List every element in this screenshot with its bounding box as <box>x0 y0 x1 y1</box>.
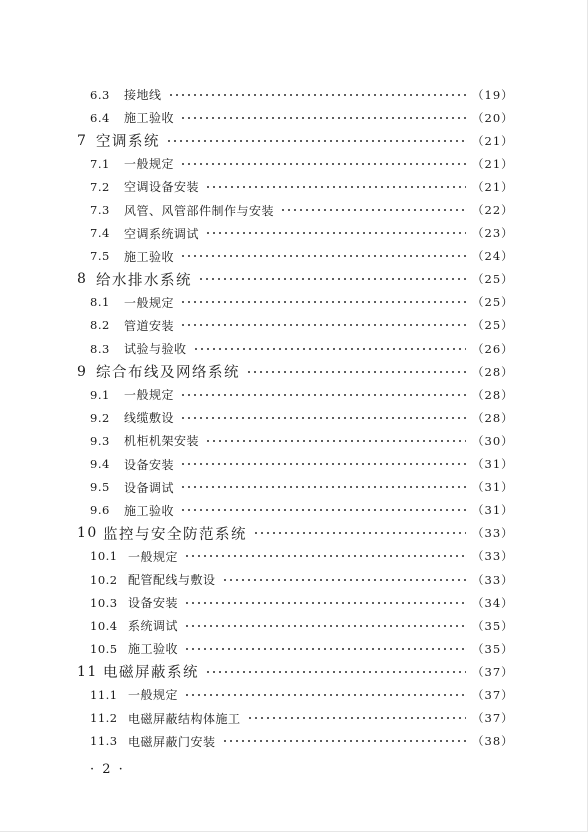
toc-entry-page: （25） <box>472 295 514 310</box>
toc-leader-dots <box>180 394 466 396</box>
toc-entry-title: 机柜机架安装 <box>124 434 200 449</box>
toc-leader-dots <box>180 486 466 488</box>
toc-entry-page: （28） <box>472 364 514 379</box>
toc-entry-page: （31） <box>472 480 514 495</box>
toc-entry-title: 一般规定 <box>128 688 179 703</box>
toc-section-row[interactable] <box>0 314 588 337</box>
toc-entry-page: （25） <box>472 318 514 333</box>
toc-entry-page: （38） <box>472 734 514 749</box>
toc-entry-page: （23） <box>472 226 514 241</box>
toc-entry-page: （28） <box>472 410 514 425</box>
toc-entry-page: （25） <box>472 272 514 287</box>
toc-entry-page: （21） <box>472 156 514 171</box>
toc-entry-number: 10.2 <box>90 572 118 587</box>
toc-entry-title: 综合布线及网络系统 <box>96 365 240 382</box>
toc-entry-title: 一般规定 <box>124 157 175 172</box>
toc-entry-title: 一般规定 <box>124 295 175 310</box>
toc-section-row[interactable] <box>0 683 588 706</box>
toc-entry-number: 10.1 <box>90 549 118 564</box>
toc-entry-title: 施工验收 <box>124 111 175 126</box>
toc-section-row[interactable] <box>0 637 588 660</box>
toc-entry-number: 10.4 <box>90 618 118 633</box>
toc-section-row[interactable] <box>0 499 588 522</box>
toc-entry-page: （31） <box>472 503 514 518</box>
toc-entry-page: （33） <box>472 549 514 564</box>
toc-entry-title: 电磁屏蔽门安装 <box>128 734 216 749</box>
toc-leader-dots <box>180 301 466 303</box>
toc-leader-dots <box>222 740 466 742</box>
toc-entry-page: （30） <box>472 433 514 448</box>
toc-entry-page: （37） <box>472 711 514 726</box>
toc-section-row[interactable] <box>0 383 588 406</box>
toc-entry-title: 给水排水系统 <box>96 272 192 289</box>
toc-entry-title: 设备安装 <box>128 596 179 611</box>
toc-section-row[interactable] <box>0 152 588 175</box>
toc-chapter-row[interactable] <box>0 660 588 683</box>
toc-section-row[interactable] <box>0 83 588 106</box>
toc-section-row[interactable] <box>0 568 588 591</box>
toc-leader-dots <box>205 186 466 188</box>
toc-entry-number: 9.5 <box>90 480 110 495</box>
toc-entry-number: 7.3 <box>90 203 110 218</box>
toc-entry-number: 6.4 <box>90 110 110 125</box>
toc-leader-dots <box>205 232 466 234</box>
toc-entry-number: 9 <box>77 363 88 380</box>
toc-entry-number: 11.3 <box>90 734 118 749</box>
toc-chapter-row[interactable] <box>0 129 588 152</box>
toc-section-row[interactable] <box>0 707 588 730</box>
toc-entry-title: 风管、风管部件制作与安装 <box>124 203 275 218</box>
toc-leader-dots <box>180 463 466 465</box>
toc-entry-title: 电磁屏蔽结构体施工 <box>128 711 241 726</box>
toc-entry-title: 施工验收 <box>128 642 179 657</box>
toc-entry-page: （31） <box>472 457 514 472</box>
toc-entry-number: 9.1 <box>90 387 110 402</box>
toc-entry-page: （35） <box>472 618 514 633</box>
toc-entry-title: 施工验收 <box>124 249 175 264</box>
toc-section-row[interactable] <box>0 429 588 452</box>
toc-leader-dots <box>168 94 466 96</box>
toc-leader-dots <box>180 324 466 326</box>
toc-entry-page: （28） <box>472 387 514 402</box>
toc-section-row[interactable] <box>0 198 588 221</box>
toc-leader-dots <box>205 671 466 673</box>
toc-leader-dots <box>184 602 466 604</box>
toc-entry-number: 6.3 <box>90 87 110 102</box>
toc-entry-number: 8.3 <box>90 341 110 356</box>
toc-section-row[interactable] <box>0 453 588 476</box>
toc-entry-title: 线缆敷设 <box>124 411 175 426</box>
toc-entry-number: 9.4 <box>90 457 110 472</box>
toc-entry-page: （35） <box>472 641 514 656</box>
toc-section-row[interactable] <box>0 222 588 245</box>
toc-section-row[interactable] <box>0 245 588 268</box>
toc-entry-number: 11.1 <box>90 687 118 702</box>
toc-entry-number: 11 <box>77 663 98 680</box>
toc-entry-number: 10 <box>77 525 98 542</box>
toc-entry-page: （21） <box>472 179 514 194</box>
toc-section-row[interactable] <box>0 175 588 198</box>
toc-entry-number: 8 <box>77 271 88 288</box>
toc-entry-page: （33） <box>472 526 514 541</box>
toc-entry-title: 接地线 <box>124 88 162 103</box>
toc-entry-page: （37） <box>472 664 514 679</box>
toc-section-row[interactable] <box>0 406 588 429</box>
toc-leader-dots <box>246 371 466 373</box>
toc-entry-title: 管道安装 <box>124 318 175 333</box>
toc-leader-dots <box>184 555 466 557</box>
toc-entry-number: 7.2 <box>90 179 110 194</box>
toc-entry-title: 设备调试 <box>124 480 175 495</box>
toc-leader-dots <box>180 255 466 257</box>
toc-entry-number: 10.5 <box>90 641 118 656</box>
toc-leader-dots <box>166 140 466 142</box>
toc-chapter-row[interactable] <box>0 268 588 291</box>
toc-entry-page: （21） <box>472 133 514 148</box>
toc-entry-number: 9.2 <box>90 410 110 425</box>
toc-entry-number: 8.2 <box>90 318 110 333</box>
toc-entry-number: 9.3 <box>90 433 110 448</box>
toc-section-row[interactable] <box>0 591 588 614</box>
toc-entry-title: 系统调试 <box>128 619 179 634</box>
toc-leader-dots <box>184 648 466 650</box>
toc-entry-number: 7.5 <box>90 249 110 264</box>
toc-entry-title: 施工验收 <box>124 503 175 518</box>
toc-chapter-row[interactable] <box>0 522 588 545</box>
toc-leader-dots <box>180 417 466 419</box>
toc-entry-page: （24） <box>472 249 514 264</box>
toc-entry-number: 7 <box>77 132 88 149</box>
toc-entry-title: 监控与安全防范系统 <box>103 526 247 543</box>
toc-leader-dots <box>180 509 466 511</box>
toc-entry-title: 设备安装 <box>124 457 175 472</box>
toc-section-row[interactable] <box>0 476 588 499</box>
toc-entry-title: 空调设备安装 <box>124 180 200 195</box>
toc-entry-number: 7.4 <box>90 226 110 241</box>
toc-entry-page: （26） <box>472 341 514 356</box>
toc-entry-title: 配管配线与敷设 <box>128 573 216 588</box>
toc-section-row[interactable] <box>0 291 588 314</box>
toc-leader-dots <box>222 579 466 581</box>
toc-entry-page: （37） <box>472 687 514 702</box>
toc-entry-title: 电磁屏蔽系统 <box>103 665 199 682</box>
toc-entry-number: 11.2 <box>90 711 118 726</box>
toc-entry-page: （19） <box>472 87 514 102</box>
toc-leader-dots <box>253 532 466 534</box>
toc-entry-page: （34） <box>472 595 514 610</box>
toc-chapter-row[interactable] <box>0 360 588 383</box>
toc-section-row[interactable] <box>0 545 588 568</box>
toc-entry-title: 试验与验收 <box>124 342 187 357</box>
toc-section-row[interactable] <box>0 337 588 360</box>
toc-entry-number: 8.1 <box>90 295 110 310</box>
toc-leader-dots <box>184 694 466 696</box>
toc-leader-dots <box>280 209 466 211</box>
toc-section-row[interactable] <box>0 106 588 129</box>
toc-leader-dots <box>180 163 466 165</box>
toc-leader-dots <box>247 717 466 719</box>
toc-leader-dots <box>198 278 466 280</box>
toc-entry-page: （33） <box>472 572 514 587</box>
toc-section-row[interactable] <box>0 730 588 753</box>
toc-section-row[interactable] <box>0 614 588 637</box>
toc-entry-title: 一般规定 <box>124 388 175 403</box>
toc-entry-number: 9.6 <box>90 503 110 518</box>
toc-entry-title: 空调系统调试 <box>124 226 200 241</box>
toc-entry-title: 一般规定 <box>128 549 179 564</box>
toc-leader-dots <box>193 348 466 350</box>
toc-entry-page: （20） <box>472 110 514 125</box>
toc-leader-dots <box>180 117 466 119</box>
table-of-contents <box>0 83 588 753</box>
toc-leader-dots <box>205 440 466 442</box>
toc-leader-dots <box>184 625 466 627</box>
toc-entry-number: 10.3 <box>90 595 118 610</box>
toc-entry-page: （22） <box>472 203 514 218</box>
page-number: · 2 · <box>90 762 125 777</box>
toc-entry-title: 空调系统 <box>96 134 160 151</box>
toc-entry-number: 7.1 <box>90 156 110 171</box>
